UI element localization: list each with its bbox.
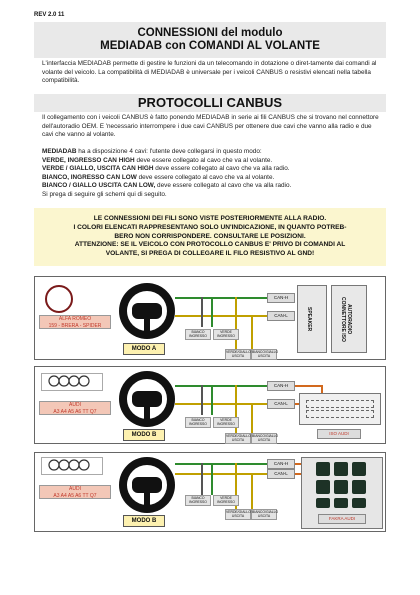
warning-line-1: LE CONNESSIONI DEI FILI SONO VISTE POSTERIORMENTE ALLA RADIO. bbox=[93, 215, 327, 222]
wire-drop bbox=[251, 403, 253, 433]
warning-line-5: VOLANTE, SI PREGA DI COLLEGARE IL FILO RESISTIVO AL GND! bbox=[105, 250, 315, 258]
can-h-label: CAN-H bbox=[267, 381, 295, 391]
wire-tag-whiteyellow-out: BIANCO/GIALLO USCITA bbox=[252, 350, 279, 359]
wiring-instructions bbox=[42, 148, 382, 200]
instr-3-bold: BIANCO, INGRESSO CAN LOW bbox=[42, 173, 137, 181]
wire-can-l bbox=[175, 473, 275, 475]
connector-block bbox=[352, 480, 366, 494]
can-l-label: CAN-L bbox=[267, 399, 295, 409]
iso-audi-label: ISO AUDI bbox=[317, 429, 361, 439]
can-h-label: CAN-H bbox=[267, 459, 295, 469]
car-model-label: AUDI A3 A4 A5 A6 TT Q7 bbox=[39, 401, 111, 415]
wire-tag-white-in: BIANCO INGRESSO bbox=[185, 495, 211, 506]
audi-logo-icon bbox=[41, 373, 103, 391]
intro-paragraph: L'interfaccia MEDIADAB permette di gestire le funzioni da un telecomando in dotazione o diret-tamente dai comandi al volante del veicolo. La compatibilità di MEDIADAB è universale per i veicoli CANBUS o resistivi elencati nella tabella compatibilità. bbox=[42, 60, 377, 85]
instr-3: deve essere collegato al cavo che va al volante. bbox=[136, 173, 275, 181]
wire-can-h bbox=[175, 463, 275, 465]
audi-logo-icon bbox=[41, 457, 103, 475]
steering-wheel-icon bbox=[119, 371, 175, 427]
wire-drop bbox=[211, 463, 213, 495]
header-line-1: CONNESSIONI del modulo bbox=[137, 27, 283, 39]
speaker-connector bbox=[297, 285, 327, 353]
connector-block bbox=[352, 498, 366, 508]
wire-drop bbox=[211, 297, 213, 327]
connector-block bbox=[334, 462, 348, 476]
steering-wheel-icon bbox=[119, 283, 175, 339]
connector-block bbox=[316, 480, 330, 494]
document-header bbox=[34, 22, 386, 58]
connector-block bbox=[316, 498, 330, 508]
wire-drop bbox=[201, 385, 203, 415]
car-model-label: AUDI A3 A4 A5 A6 TT Q7 bbox=[39, 485, 111, 499]
iso-audi-connector bbox=[299, 393, 381, 425]
connector-pins bbox=[306, 410, 374, 418]
wire-tag-whiteyellow-out: BIANCO/GIALLO USCITA bbox=[252, 510, 279, 519]
car-model-label: ALFA ROMEO 159 - BRERA - SPIDER bbox=[39, 315, 111, 329]
wire-can-l bbox=[175, 403, 275, 405]
wire-drop bbox=[201, 297, 203, 327]
can-h-label: CAN-H bbox=[267, 293, 295, 303]
alfa-romeo-logo-icon bbox=[45, 285, 73, 313]
connector-block bbox=[334, 498, 348, 508]
wire-tag-greenyellow-out: VERDE/GIALLO USCITA bbox=[226, 510, 251, 519]
wire-tag-white-in: BIANCO INGRESSO bbox=[185, 417, 211, 428]
wire-drop bbox=[251, 473, 253, 509]
instr-lead: ha a disposizione 4 cavi: l'utente deve collegarsi in questo modo: bbox=[76, 148, 262, 155]
wire-tag-greenyellow-out: VERDE/GIALLO USCITA bbox=[226, 350, 251, 359]
wire-drop bbox=[211, 385, 213, 415]
iso-radio-connector bbox=[331, 285, 367, 353]
warning-line-4: ATTENZIONE: SE IL VEICOLO CON PROTOCOLLO CANBUS E' PRIVO DI COMANDI AL bbox=[74, 241, 346, 249]
instr-1-bold: VERDE, INGRESSO CAN HIGH bbox=[42, 156, 135, 164]
instr-4: deve essere collegato al cavo che va alla radio. bbox=[155, 182, 292, 190]
instr-5: Si prega di seguire gli schemi qui di seguito. bbox=[42, 190, 167, 198]
wire-tag-white-in: BIANCO INGRESSO bbox=[185, 329, 211, 340]
modo-label: MODO A bbox=[123, 343, 165, 355]
wire-tag-whiteyellow-out: BIANCO/GIALLO USCITA bbox=[252, 434, 279, 443]
steering-wheel-icon bbox=[119, 457, 175, 513]
diagram-panel-alfa bbox=[34, 276, 386, 360]
warning-line-2: I COLORI ELENCATI RAPPRESENTANO SOLO UN'INDICAZIONE, IN QUANTO POTREB- bbox=[73, 223, 347, 231]
fakra-audi-label: FAKRA AUDI bbox=[318, 514, 366, 524]
wire-tag-green-in: VERDE INGRESSO bbox=[213, 329, 239, 340]
speaker-label: SPEAKER bbox=[306, 306, 312, 332]
wire-drop bbox=[251, 315, 253, 349]
fakra-audi-connector bbox=[301, 457, 383, 529]
wire-drop bbox=[201, 463, 203, 495]
instr-2-bold: VERDE / GIALLO, USCITA CAN HIGH bbox=[42, 165, 154, 173]
iso-radio-label: AUTORADIO CONNETTORE ISO bbox=[340, 296, 352, 342]
connector-block bbox=[316, 462, 330, 476]
connector-block bbox=[334, 480, 348, 494]
wire-can-h bbox=[175, 297, 275, 299]
can-l-label: CAN-L bbox=[267, 469, 295, 479]
can-l-label: CAN-L bbox=[267, 311, 295, 321]
modo-label: MODO B bbox=[123, 515, 165, 527]
diagram-panel-audi-fakra bbox=[34, 452, 386, 532]
instr-1: deve essere collegato al cavo che va al volante. bbox=[134, 156, 273, 164]
diagram-panel-audi-iso bbox=[34, 366, 386, 444]
connector-block bbox=[352, 462, 366, 476]
wire-tag-greenyellow-out: VERDE/GIALLO USCITA bbox=[226, 434, 251, 443]
wire-tag-green-in: VERDE INGRESSO bbox=[213, 417, 239, 428]
instr-lead-bold: MEDIADAB bbox=[42, 148, 77, 155]
wire-can-l bbox=[175, 315, 275, 317]
wire-drop bbox=[235, 297, 237, 349]
warning-line-3: BERO NON CORRISPONDERE. CONSULTARE LE POSIZIONI. bbox=[114, 232, 306, 240]
header-line-2: MEDIADAB con COMANDI AL VOLANTE bbox=[100, 40, 320, 52]
wire-tag-green-in: VERDE INGRESSO bbox=[213, 495, 239, 506]
instr-4-bold: BIANCO / GIALLO USCITA CAN LOW, bbox=[42, 182, 156, 190]
instr-2: deve essere collegato al cavo che va alla radio. bbox=[153, 165, 290, 173]
modo-label: MODO B bbox=[123, 429, 165, 441]
warning-box bbox=[34, 208, 386, 266]
connector-pins bbox=[306, 400, 374, 408]
canbus-paragraph: Il collegamento con i veicoli CANBUS è fatto ponendo MEDIADAB in serie ai fili CANBUS che si trovano nel connettore dell'autoradio OEM. E 'necessario interrompere i due cavi CANBUS per ottenere due cavi che vanno alla radio e due cavi che vanno al volante. bbox=[42, 114, 379, 139]
wire-can-h bbox=[175, 385, 275, 387]
section-title: PROTOCOLLI CANBUS bbox=[34, 94, 386, 112]
revision-label: REV 2.0 11 bbox=[34, 12, 65, 18]
